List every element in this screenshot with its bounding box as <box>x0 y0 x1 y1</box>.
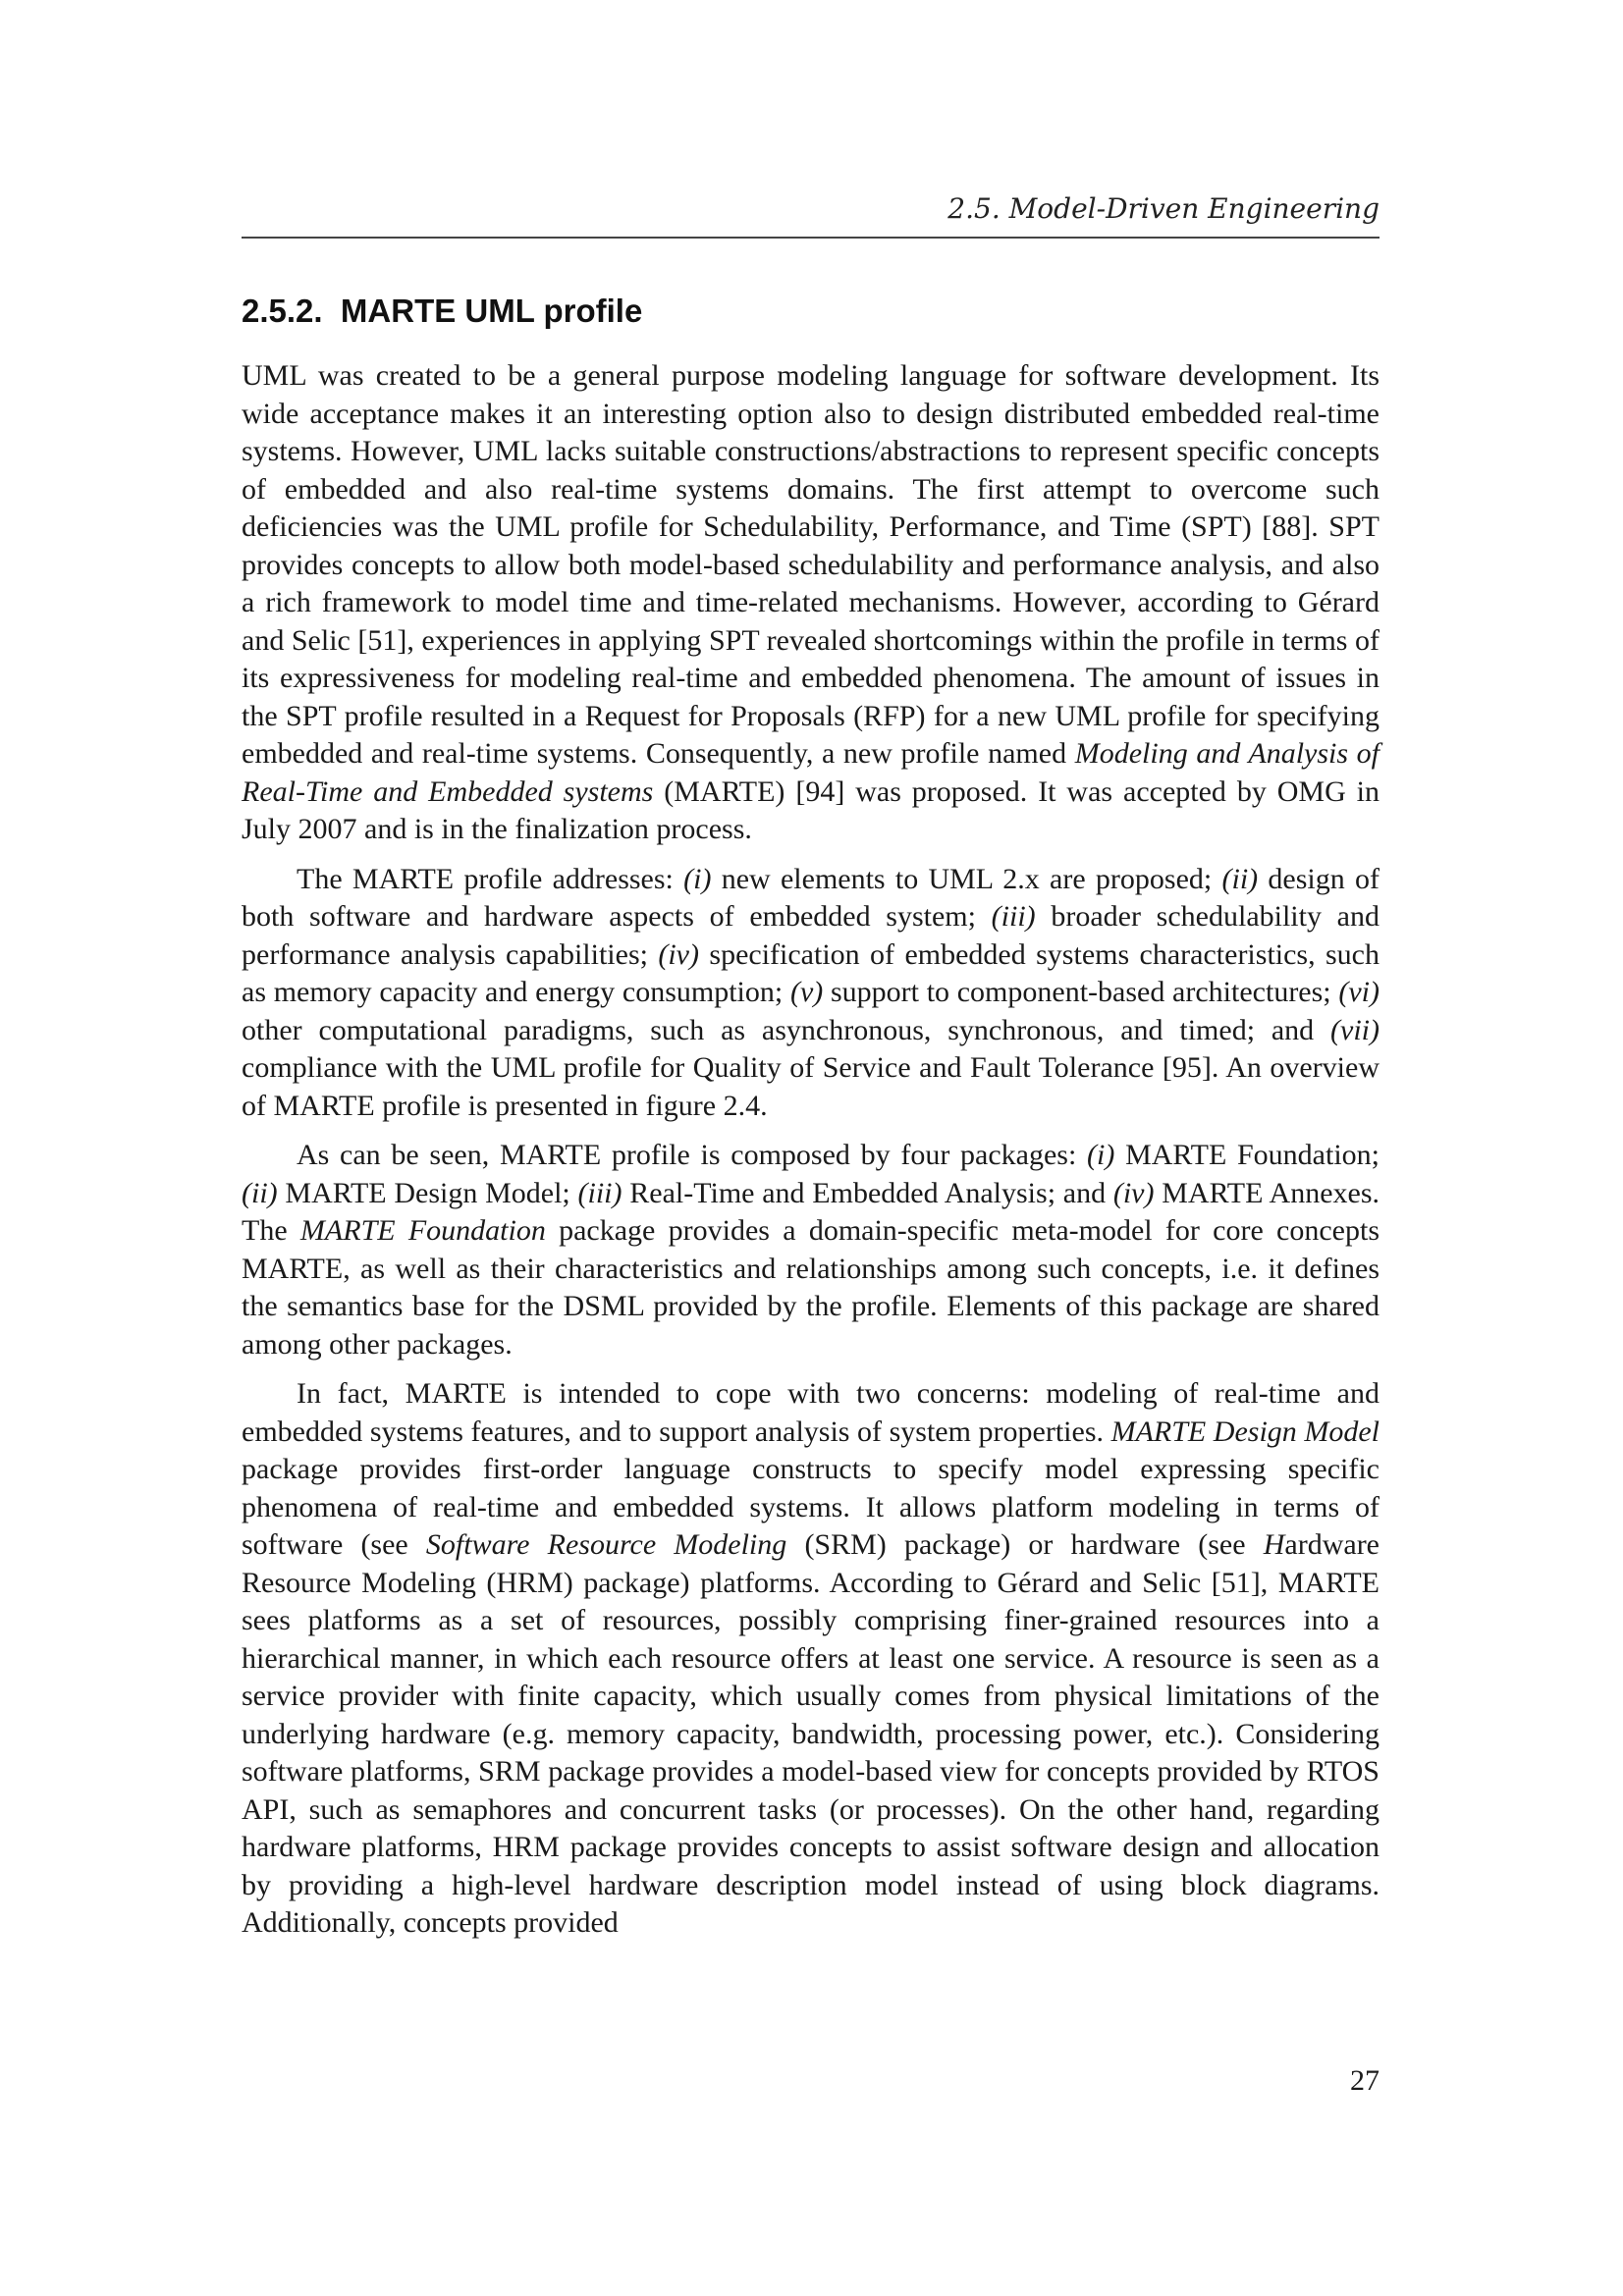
running-head: 2.5. Model-Driven Engineering <box>947 192 1380 225</box>
header-rule <box>242 237 1380 239</box>
emphasis-text: Software Resource Modeling <box>425 1528 787 1561</box>
paragraph-text: compliance with the UML profile for Quality of Service and Fault Tolerance [95]. An overview of MARTE profile is presented in figure 2.4. <box>242 1051 1380 1122</box>
paragraph-text: package provides a domain-specific meta-model for core concepts MARTE, as well as their characteristics and relationships among such concepts, i.e. it defines the semantics base for the DSML provided by the profile. Elements of this package are shared among other packages. <box>242 1214 1380 1361</box>
list-marker: (ii) <box>1221 862 1259 895</box>
paragraph-text: Real-Time and Embedded Analysis; and <box>622 1176 1113 1209</box>
paragraph-text: design of both software and hardware aspects of embedded system; <box>242 862 1380 933</box>
paragraph-text: UML was created to be a general purpose modeling language for software development. Its wide acceptance makes it an interesting option also to design distributed embedded real-time systems. However, UML lacks suitable constructions/abstractions to represent specific concepts of embedded and also real-time systems domains. The first attempt to overcome such deficiencies was the UML profile for Schedulability, Performance, and Time (SPT) [88]. SPT provides concepts to allow both model-based schedulability and performance analysis, and also a rich framework to model time and time-related mechanisms. However, according to Gérard and Selic [51], experiences in applying SPT revealed shortcomings within the profile in terms of its expressiveness for modeling real-time and embedded phenomena. The amount of issues in the SPT profile resulted in a Request for Proposals (RFP) for a new UML profile for specifying embedded and real-time systems. Consequently, a new profile named <box>242 359 1380 770</box>
paragraph-text: In fact, MARTE is intended to cope with two concerns: modeling of real-time and embedded systems features, and to support analysis of system properties. <box>242 1377 1380 1448</box>
section-title <box>242 293 1380 330</box>
list-marker: (i) <box>683 862 712 895</box>
list-marker: (vii) <box>1330 1013 1380 1046</box>
paragraph-text: (SRM) package) or hardware (see <box>786 1528 1264 1561</box>
paragraph-text: (MARTE) [94] was proposed. It was accepted by OMG in July 2007 and is in the finalization process. <box>242 774 1380 845</box>
list-marker: (iv) <box>1112 1176 1155 1209</box>
paragraph-2 <box>242 861 1380 1126</box>
page-number: 27 <box>1350 2064 1380 2097</box>
list-marker: (v) <box>789 976 824 1008</box>
list-marker: (vi) <box>1338 976 1380 1008</box>
list-marker: (ii) <box>242 1176 278 1209</box>
paragraph-text: MARTE Design Model; <box>277 1176 578 1209</box>
paragraph-text: new elements to UML 2.x are proposed; <box>711 862 1222 895</box>
paragraph-text: broader schedulability and performance analysis capabilities; <box>242 900 1380 971</box>
paragraph-text: MARTE Foundation; <box>1114 1139 1380 1171</box>
paragraph-3 <box>242 1137 1380 1363</box>
emphasis-text: H <box>1263 1528 1285 1561</box>
emphasis-text: MARTE Foundation <box>299 1214 546 1247</box>
paragraph-text: support to component-based architectures; <box>823 976 1339 1008</box>
paragraph-1 <box>242 357 1380 849</box>
paragraph-text: specification of embedded systems characteristics, such as memory capacity and energy consumption; <box>242 937 1380 1008</box>
paragraph-text: MARTE Annexes. The <box>242 1176 1380 1247</box>
body-text <box>242 357 1380 1943</box>
section-number: 2.5.2. <box>242 293 323 329</box>
paragraph-text: The MARTE profile addresses: <box>297 862 684 895</box>
paragraph-text: ardware Resource Modeling (HRM) package) platforms. According to Gérard and Selic [51], MARTE sees platforms as a set of resources, possibly comprising finer-grained resources into a hierarchical manner, in which each resource offers at least one service. A resource is seen as a service provider with finite capacity, which usually comes from physical limitations of the underlying hardware (e.g. memory capacity, bandwidth, processing power, etc.). Considering software platforms, SRM package provides a model-based view for concepts provided by RTOS API, such as semaphores and concurrent tasks (or processes). On the other hand, regarding hardware platforms, HRM package provides concepts to assist software design and allocation by providing a high-level hardware description model instead of using block diagrams. Additionally, concepts provided <box>242 1528 1380 1939</box>
section-heading: MARTE UML profile <box>340 293 643 329</box>
emphasis-text: MARTE Design Model <box>1110 1415 1380 1448</box>
paragraph-4 <box>242 1375 1380 1943</box>
paragraph-text: As can be seen, MARTE profile is composed by four packages: <box>297 1139 1088 1171</box>
list-marker: (i) <box>1087 1139 1115 1171</box>
paragraph-text: other computational paradigms, such as asynchronous, synchronous, and timed; and <box>242 1013 1331 1046</box>
paragraph-text: package provides first-order language constructs to specify model expressing specific phenomena of real-time and embedded systems. It allows platform modeling in terms of software (see <box>242 1453 1380 1561</box>
list-marker: (iii) <box>991 900 1036 933</box>
list-marker: (iii) <box>577 1176 622 1209</box>
emphasis-text: Modeling and Analysis of Real-Time and Embedded systems <box>242 737 1380 808</box>
list-marker: (iv) <box>658 937 699 971</box>
